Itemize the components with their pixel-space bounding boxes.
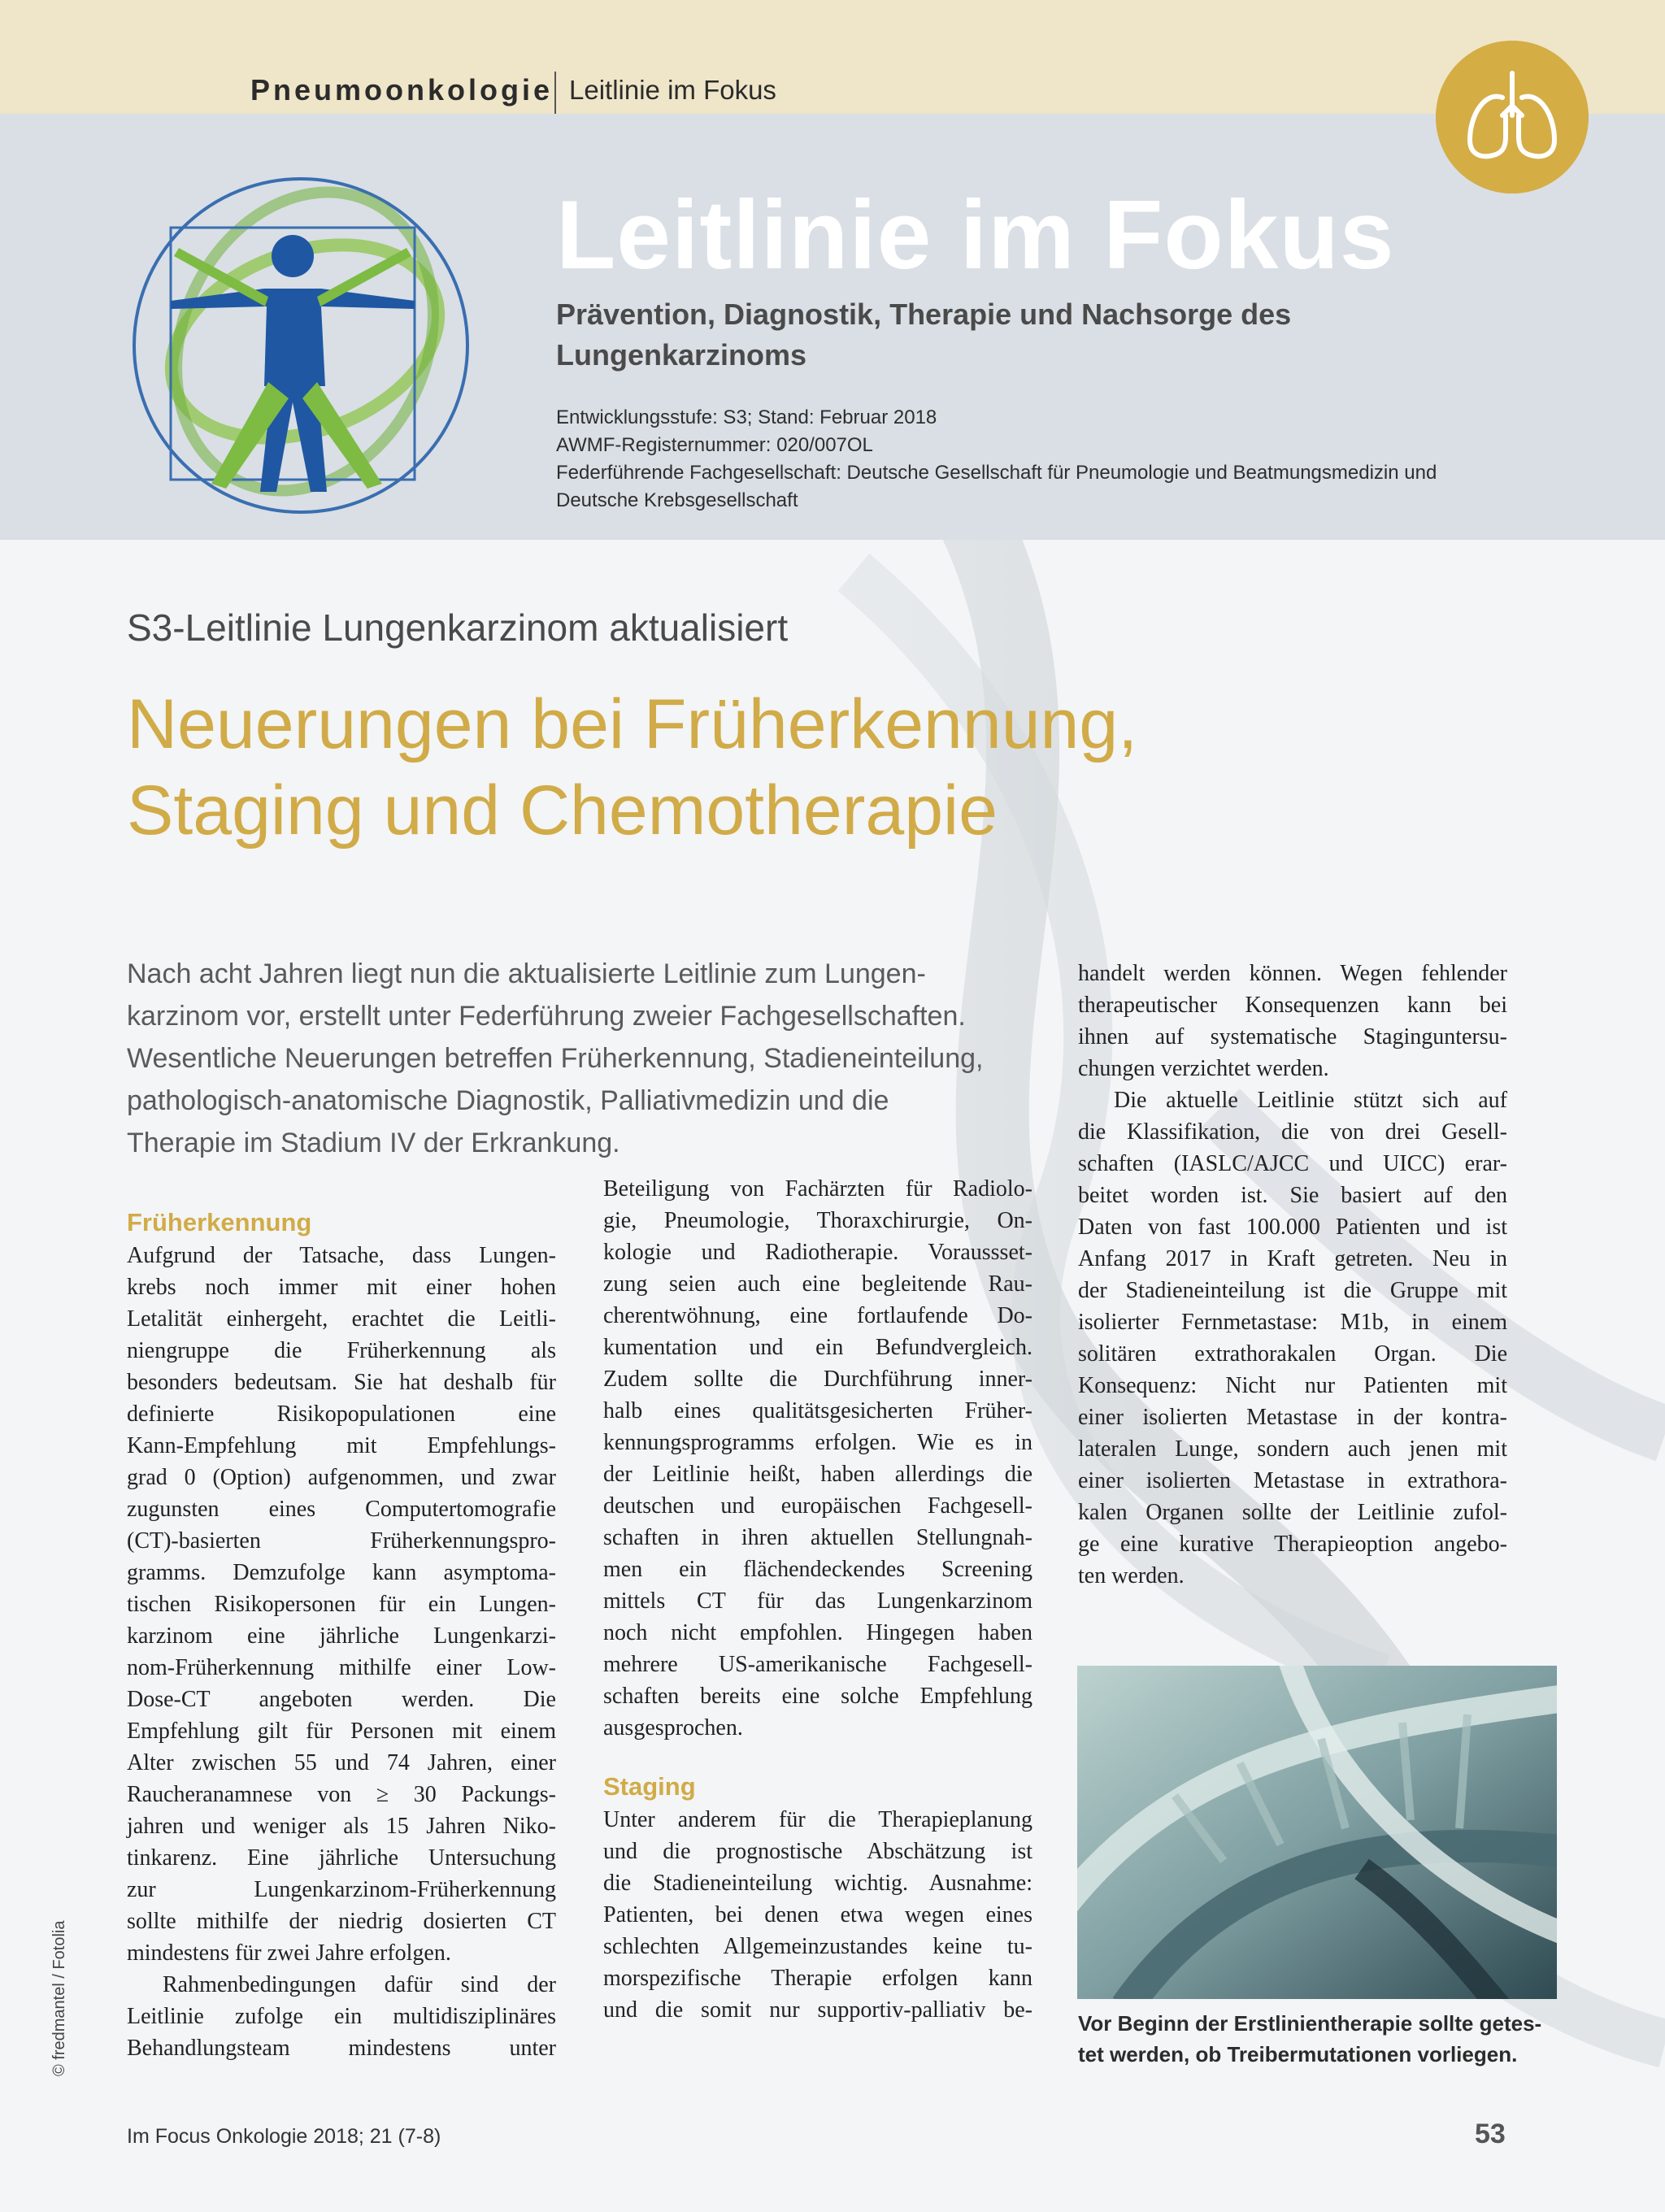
body-line: kologie und Radiotherapie. Voraussset- — [603, 1240, 1032, 1265]
body-line: tischen Risikopersonen für ein Lungen- — [127, 1592, 556, 1617]
body-line: kalen Organen sollte der Leitlinie zufol- — [1078, 1500, 1507, 1525]
body-line: ausgesprochen. — [603, 1715, 743, 1740]
lead-line: karzinom vor, erstellt unter Federführung zweier Fachgesellschaften. — [127, 1001, 966, 1032]
article-kicker: S3-Leitlinie Lungenkarzinom aktualisiert — [127, 606, 789, 649]
photo-caption — [1078, 2008, 1558, 2070]
body-line: Behandlungsteam mindestens unter — [127, 2036, 556, 2061]
caption-line: Vor Beginn der Erstlinientherapie sollte getes- — [1078, 2011, 1542, 2036]
text-column-3 — [1078, 958, 1507, 1592]
body-line: Anfang 2017 in Kraft getreten. Neu in — [1078, 1246, 1507, 1271]
body-line: besonders bedeutsam. Sie hat deshalb für — [127, 1370, 556, 1395]
body-line: definierte Risikopopulationen eine — [127, 1402, 556, 1427]
body-line: Alter zwischen 55 und 74 Jahren, einer — [127, 1750, 556, 1775]
body-line: chungen verzichtet werden. — [1078, 1056, 1329, 1081]
lead-line: Nach acht Jahren liegt nun die aktualisierte Leitlinie zum Lungen- — [127, 958, 926, 989]
body-line: Aufgrund der Tatsache, dass Lungen- — [127, 1243, 556, 1268]
body-line: cherentwöhnung, eine fortlaufende Do- — [603, 1303, 1032, 1328]
body-line: Die aktuelle Leitlinie stützt sich auf — [1114, 1088, 1507, 1113]
body-line: Empfehlung gilt für Personen mit einem — [127, 1719, 556, 1744]
body-line: zung seien auch eine begleitende Rau- — [603, 1271, 1032, 1297]
subtitle-line: Lungenkarzinoms — [556, 338, 807, 372]
body-line: halb eines qualitätsgesicherten Früher- — [603, 1398, 1032, 1423]
body-line: Letalität einhergeht, erachtet die Leitli- — [127, 1306, 556, 1332]
body-line: tinkarenz. Eine jährliche Untersuchung — [127, 1845, 556, 1871]
body-line: Konsequenz: Nicht nur Patienten mit — [1078, 1373, 1507, 1398]
vitruvian-man-logo — [122, 167, 480, 524]
body-line: jahren und weniger als 15 Jahren Niko- — [127, 1814, 556, 1839]
body-line: Dose-CT angeboten werden. Die — [127, 1687, 556, 1712]
body-line: ten werden. — [1078, 1563, 1185, 1588]
text-column-2 — [603, 1173, 1032, 2026]
body-line: zugunsten eines Computertomografie — [127, 1497, 556, 1522]
subtitle-line: Prävention, Diagnostik, Therapie und Nachsorge des — [556, 298, 1292, 331]
body-line: morspezifische Therapie erfolgen kann — [603, 1966, 1032, 1991]
journal-citation: Im Focus Onkologie 2018; 21 (7-8) — [127, 2125, 441, 2148]
body-line: Raucheranamnese von ≥ 30 Packungs- — [127, 1782, 556, 1807]
lead-line: Therapie im Stadium IV der Erkrankung. — [127, 1128, 620, 1158]
body-line: krebs noch immer mit einer hohen — [127, 1275, 556, 1300]
body-line: gie, Pneumologie, Thoraxchirurgie, On- — [603, 1208, 1032, 1233]
body-line: der Stadieneinteilung ist die Gruppe mit — [1078, 1278, 1507, 1303]
guideline-title: Leitlinie im Fokus — [556, 180, 1395, 289]
body-line: schaften in ihren aktuellen Stellungnah- — [603, 1525, 1032, 1550]
lead-line: Wesentliche Neuerungen betreffen Früherkennung, Stadieneinteilung, — [127, 1043, 984, 1074]
body-line: die Stadieneinteilung wichtig. Ausnahme: — [603, 1871, 1032, 1896]
body-line: mittels CT für das Lungenkarzinom — [603, 1588, 1032, 1614]
body-line: Leitlinie zufolge ein multidisziplinäres — [127, 2004, 556, 2029]
photo-credit: © fredmantel / Fotolia — [50, 1920, 68, 2076]
body-line: Daten von fast 100.000 Patienten und ist — [1078, 1215, 1507, 1240]
caption-line: tet werden, ob Treibermutationen vorliegen. — [1078, 2042, 1518, 2066]
body-line: Beteiligung von Fachärzten für Radiolo- — [603, 1176, 1032, 1202]
body-line: mindestens für zwei Jahre erfolgen. — [127, 1940, 451, 1966]
article-lead — [127, 953, 1037, 1164]
text-column-1 — [127, 1206, 556, 2064]
body-line: therapeutischer Konsequenzen kann bei — [1078, 993, 1507, 1018]
body-line: beitet worden ist. Sie basiert auf den — [1078, 1183, 1507, 1208]
body-line: Kann-Empfehlung mit Empfehlungs- — [127, 1433, 556, 1458]
headline-line: Neuerungen bei Früherkennung, — [127, 685, 1138, 763]
body-line: lateralen Lunge, sondern auch jenen mit — [1078, 1436, 1507, 1462]
meta-line: Federführende Fachgesellschaft: Deutsche Gesellschaft für Pneumologie und Beatmungsmedizin und — [556, 462, 1437, 484]
article-headline — [127, 681, 1137, 854]
lung-icon — [1436, 41, 1589, 193]
body-line: kumentation und ein Befundvergleich. — [603, 1335, 1032, 1360]
section-heading-staging: Staging — [603, 1772, 696, 1801]
body-line: und die prognostische Abschätzung ist — [603, 1839, 1032, 1864]
body-line: noch nicht empfohlen. Hingegen haben — [603, 1620, 1032, 1645]
body-line: zur Lungenkarzinom-Früherkennung — [127, 1877, 556, 1902]
dna-photo — [1077, 1666, 1557, 1999]
body-line: der Leitlinie heißt, haben allerdings die — [603, 1462, 1032, 1487]
body-line: karzinom eine jährliche Lungenkarzi- — [127, 1623, 556, 1649]
body-line: solitären extrathorakalen Organ. Die — [1078, 1341, 1507, 1367]
body-line: einer isolierten Metastase in der kontra- — [1078, 1405, 1507, 1430]
meta-line: Entwicklungsstufe: S3; Stand: Februar 2018 — [556, 406, 937, 428]
guideline-subtitle — [556, 294, 1369, 376]
body-line: sollte mithilfe der niedrig dosierten CT — [127, 1909, 556, 1934]
headline-line: Staging und Chemotherapie — [127, 771, 998, 850]
body-line: handelt werden können. Wegen fehlender — [1078, 961, 1507, 986]
paragraph-gap — [603, 1744, 1032, 1771]
body-line: niengruppe die Früherkennung als — [127, 1338, 556, 1363]
section-label: Pneumoonkologie — [250, 73, 554, 106]
body-line: kennungsprogramms erfolgen. Wie es in — [603, 1430, 1032, 1455]
body-line: ge eine kurative Therapieoption angebo- — [1078, 1532, 1507, 1557]
section-sublabel: Leitlinie im Fokus — [569, 75, 776, 105]
guideline-meta — [556, 404, 1450, 515]
section-heading-frueherkennung: Früherkennung — [127, 1208, 312, 1236]
body-line: (CT)-basierten Früherkennungspro- — [127, 1528, 556, 1554]
body-line: schaften bereits eine solche Empfehlung — [603, 1684, 1032, 1709]
body-line: schaften (IASLC/AJCC und UICC) erar- — [1078, 1151, 1507, 1176]
body-line: nom-Früherkennung mithilfe einer Low- — [127, 1655, 556, 1680]
body-line: grad 0 (Option) aufgenommen, und zwar — [127, 1465, 556, 1490]
body-line: schlechten Allgemeinzustandes keine tu- — [603, 1934, 1032, 1959]
body-line: Rahmenbedingungen dafür sind der — [163, 1972, 556, 1997]
body-line: die Klassifikation, die von drei Gesell- — [1078, 1119, 1507, 1145]
meta-line: Deutsche Krebsgesellschaft — [556, 489, 798, 511]
body-line: Unter anderem für die Therapieplanung — [603, 1807, 1032, 1832]
body-line: men ein flächendeckendes Screening — [603, 1557, 1032, 1582]
body-line: und die somit nur supportiv-palliativ be- — [603, 1997, 1032, 2023]
body-line: isolierter Fernmetastase: M1b, in einem — [1078, 1310, 1507, 1335]
body-line: Patienten, bei denen etwa wegen eines — [603, 1902, 1032, 1927]
body-line: ihnen auf systematische Staginguntersu- — [1078, 1024, 1507, 1050]
body-line: Zudem sollte die Durchführung inner- — [603, 1367, 1032, 1392]
meta-line: AWMF-Registernummer: 020/007OL — [556, 434, 873, 456]
body-line: deutschen und europäischen Fachgesell- — [603, 1493, 1032, 1519]
body-line: mehrere US-amerikanische Fachgesell- — [603, 1652, 1032, 1677]
body-line: gramms. Demzufolge kann asymptoma- — [127, 1560, 556, 1585]
lead-line: pathologisch-anatomische Diagnostik, Palliativmedizin und die — [127, 1085, 889, 1116]
page-number: 53 — [1475, 2119, 1506, 2149]
body-line: einer isolierten Metastase in extrathora- — [1078, 1468, 1507, 1493]
